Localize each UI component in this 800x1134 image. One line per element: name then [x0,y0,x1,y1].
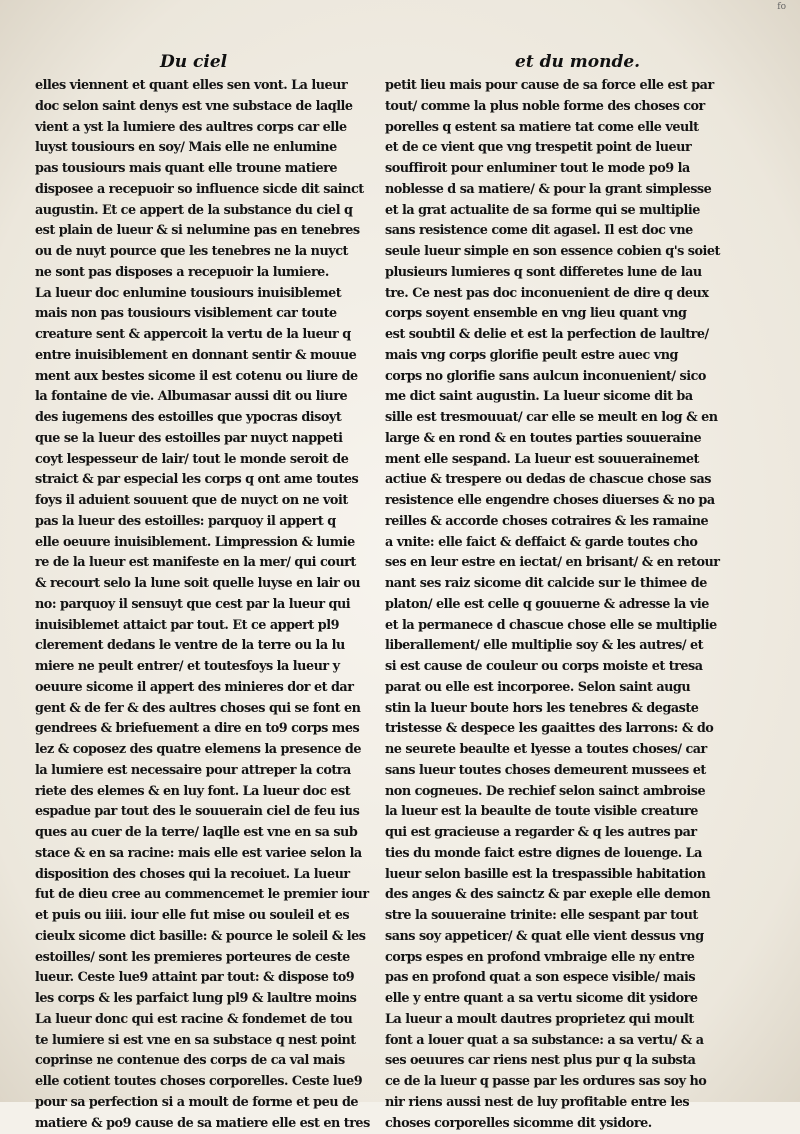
text-line: stre la souueraine trinite: elle sespant par tout [385,906,720,927]
folio-mark: fo [777,2,786,12]
text-line: corps espes en profond vmbraige elle ny entre [385,948,720,969]
text-line: coprinse ne contenue des corps de ca val mais [35,1051,365,1072]
text-line: souffiroit pour enluminer tout le mode po9 la [385,159,720,180]
text-line: matiere & po9 cause de sa matiere elle est en tres [35,1114,365,1134]
text-line: ses oeuures car riens nest plus pur q la substa [385,1051,720,1072]
text-line: te lumiere si est vne en sa substace q nest point [35,1031,365,1052]
text-line: et la grat actualite de sa forme qui se multiplie [385,201,720,222]
text-line: est soubtil & delie et est la perfection de laultre/ [385,325,720,346]
text-line: non cogneues. De rechief selon sainct ambroise [385,782,720,803]
text-line: ment elle sespand. La lueur est souuerainemet [385,450,720,471]
text-line: corps no glorifie sans aulcun inconuenient/ sico [385,367,720,388]
text-line: La lueur a moult dautres proprietez qui moult [385,1010,720,1031]
text-line: gent & de fer & des aultres choses qui se font en [35,699,365,720]
text-line: ques au cuer de la terre/ laqlle est vne en sa sub [35,823,365,844]
text-line: ne seurete beaulte et lyesse a toutes choses/ car [385,740,720,761]
text-line: tristesse & despece les gaaittes des larrons: & do [385,719,720,740]
text-line: creature sent & appercoit la vertu de la lueur q [35,325,365,346]
text-line: est plain de lueur & si nelumine pas en tenebres [35,221,365,242]
text-line: straict & par especial les corps q ont ame toutes [35,470,365,491]
text-line: platon/ elle est celle q gouuerne & adresse la vie [385,595,720,616]
text-line: nir riens aussi nest de luy profitable entre les [385,1093,720,1114]
text-line: sans soy appeticer/ & quat elle vient dessus vng [385,927,720,948]
text-line: lueur selon basille est la trespassible habitation [385,865,720,886]
text-line: lez & coposez des quatre elemens la presence de [35,740,365,761]
text-line: ou de nuyt pource que les tenebres ne la nuyct [35,242,365,263]
text-line: actiue & trespere ou dedas de chascue chose sas [385,470,720,491]
text-line: pour sa perfection si a moult de forme et peu de [35,1093,365,1114]
text-line: tre. Ce nest pas doc inconuenient de dire q deux [385,284,720,305]
text-line: resistence elle engendre choses diuerses & no pa [385,491,720,512]
text-line: ties du monde faict estre dignes de louenge. La [385,844,720,865]
text-line: estoilles/ sont les premieres porteures de ceste [35,948,365,969]
text-line: oeuure sicome il appert des minieres dor et dar [35,678,365,699]
text-line: liberallement/ elle multiplie soy & les autres/ et [385,636,720,657]
text-line: disposee a recepuoir so influence sicde dit sainct [35,180,365,201]
text-line: riete des elemes & en luy font. La lueur doc est [35,782,365,803]
text-line: pas la lueur des estoilles: parquoy il appert q [35,512,365,533]
text-line: vient a yst la lumiere des aultres corps car elle [35,118,365,139]
text-line: & recourt selo la lune soit quelle luyse en lair ou [35,574,365,595]
text-line: que se la lueur des estoilles par nuyct nappeti [35,429,365,450]
text-line: tout/ comme la plus noble forme des choses cor [385,97,720,118]
text-line: lueur. Ceste lue9 attaint par tout: & dispose to9 [35,968,365,989]
text-line: stace & en sa racine: mais elle est variee selon la [35,844,365,865]
text-line: gendrees & briefuement a dire en to9 corps mes [35,719,365,740]
text-line: porelles q estent sa matiere tat come elle veult [385,118,720,139]
text-line: coyt lespesseur de lair/ tout le monde seroit de [35,450,365,471]
text-line: les corps & les parfaict lung pl9 & laultre moins [35,989,365,1010]
text-line: miere ne peult entrer/ et toutesfoys la lueur y [35,657,365,678]
text-line: la fontaine de vie. Albumasar aussi dit ou liure [35,387,365,408]
text-line: des anges & des sainctz & par exeple elle demon [385,885,720,906]
text-line: si est cause de couleur ou corps moiste et tresa [385,657,720,678]
running-header-left: Du ciel [160,52,227,72]
text-line: et puis ou iiii. iour elle fut mise ou souleil et es [35,906,365,927]
text-line: espadue par tout des le souuerain ciel de feu ius [35,802,365,823]
left-text-column [35,76,365,1134]
text-line: fut de dieu cree au commencemet le premier iour [35,885,365,906]
text-line: elle cotient toutes choses corporelles. Ceste lue9 [35,1072,365,1093]
text-line: disposition des choses qui la recoiuet. La lueur [35,865,365,886]
text-line: doc selon saint denys est vne substace de laqlle [35,97,365,118]
right-text-column [385,76,720,1134]
text-line: a vnite: elle faict & deffaict & garde toutes cho [385,533,720,554]
running-header-right: et du monde. [515,52,640,72]
text-line: la lumiere est necessaire pour attreper la cotra [35,761,365,782]
text-line: clerement dedans le ventre de la terre ou la lu [35,636,365,657]
text-line: reilles & accorde choses cotraires & les ramaine [385,512,720,533]
text-line: ne sont pas disposes a recepuoir la lumiere. [35,263,365,284]
text-line: et de ce vient que vng trespetit point de lueur [385,138,720,159]
text-line: sille est tresmouuat/ car elle se meult en log & en [385,408,720,429]
text-line: nant ses raiz sicome dit calcide sur le thimee de [385,574,720,595]
text-line: elle y entre quant a sa vertu sicome dit ysidore [385,989,720,1010]
text-line: elle oeuure inuisiblement. Limpression & lumie [35,533,365,554]
text-line: mais vng corps glorifie peult estre auec vng [385,346,720,367]
text-line: entre inuisiblement en donnant sentir & mouue [35,346,365,367]
text-line: me dict saint augustin. La lueur sicome dit ba [385,387,720,408]
text-line: inuisiblemet attaict par tout. Et ce appert pl9 [35,616,365,637]
text-line: sans resistence come dit agasel. Il est doc vne [385,221,720,242]
text-line: noblesse d sa matiere/ & pour la grant simplesse [385,180,720,201]
text-line: plusieurs lumieres q sont differetes lune de lau [385,263,720,284]
text-line: ce de la lueur q passe par les ordures sas soy ho [385,1072,720,1093]
text-line: elles viennent et quant elles sen vont. La lueur [35,76,365,97]
text-line: luyst tousiours en soy/ Mais elle ne enlumine [35,138,365,159]
text-line: ses en leur estre en iectat/ en brisant/ & en retour [385,553,720,574]
text-line: augustin. Et ce appert de la substance du ciel q [35,201,365,222]
text-line: font a louer quat a sa substance: a sa vertu/ & a [385,1031,720,1052]
text-line: choses corporelles sicomme dit ysidore. [385,1114,720,1134]
text-line: des iugemens des estoilles que ypocras disoyt [35,408,365,429]
text-line: sans lueur toutes choses demeurent mussees et [385,761,720,782]
text-line: large & en rond & en toutes parties souueraine [385,429,720,450]
text-line: stin la lueur boute hors les tenebres & degaste [385,699,720,720]
text-line: re de la lueur est manifeste en la mer/ qui court [35,553,365,574]
text-line: seule lueur simple en son essence cobien q's soiet [385,242,720,263]
text-line: petit lieu mais pour cause de sa force elle est par [385,76,720,97]
text-line: pas tousiours mais quant elle troune matiere [35,159,365,180]
text-line: no: parquoy il sensuyt que cest par la lueur qui [35,595,365,616]
text-line: foys il aduient souuent que de nuyct on ne voit [35,491,365,512]
text-line: ment aux bestes sicome il est cotenu ou liure de [35,367,365,388]
text-line: cieulx sicome dict basille: & pource le soleil & les [35,927,365,948]
text-line: et la permanece d chascue chose elle se multiplie [385,616,720,637]
text-line: la lueur est la beaulte de toute visible creature [385,802,720,823]
text-line: parat ou elle est incorporee. Selon saint augu [385,678,720,699]
text-line: qui est gracieuse a regarder & q les autres par [385,823,720,844]
text-line: pas en profond quat a son espece visible/ mais [385,968,720,989]
text-line: La lueur donc qui est racine & fondemet de tou [35,1010,365,1031]
text-line: corps soyent ensemble en vng lieu quant vng [385,304,720,325]
text-line: La lueur doc enlumine tousiours inuisiblemet [35,284,365,305]
text-line: mais non pas tousiours visiblement car toute [35,304,365,325]
